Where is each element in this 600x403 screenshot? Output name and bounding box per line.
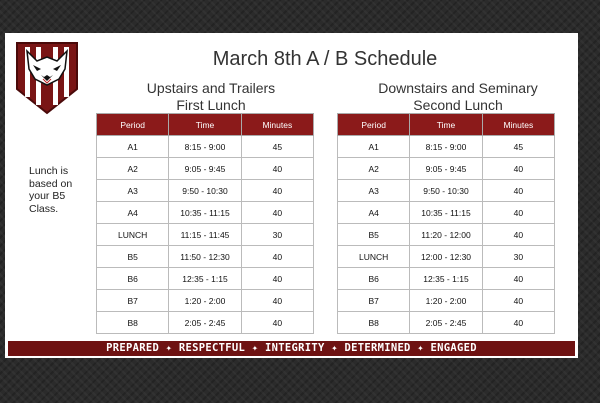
- column-header-period: Period: [338, 114, 410, 136]
- period-cell: A1: [338, 136, 410, 158]
- time-cell: 1:20 - 2:00: [169, 290, 241, 312]
- time-cell: 2:05 - 2:45: [410, 312, 482, 334]
- minutes-cell: 40: [241, 158, 313, 180]
- minutes-cell: 40: [241, 246, 313, 268]
- table-row: [338, 180, 555, 202]
- time-cell: 9:05 - 9:45: [410, 158, 482, 180]
- time-cell: 9:50 - 10:30: [169, 180, 241, 202]
- minutes-cell: 30: [482, 246, 554, 268]
- column-header-time: Time: [169, 114, 241, 136]
- time-cell: 1:20 - 2:00: [410, 290, 482, 312]
- time-cell: 2:05 - 2:45: [169, 312, 241, 334]
- column-header-minutes: Minutes: [241, 114, 313, 136]
- minutes-cell: 45: [241, 136, 313, 158]
- period-cell: A3: [97, 180, 169, 202]
- second-lunch-heading: [340, 80, 576, 114]
- table-row: [97, 158, 314, 180]
- table-row: [97, 136, 314, 158]
- time-cell: 11:50 - 12:30: [169, 246, 241, 268]
- period-cell: B5: [97, 246, 169, 268]
- table-row: [97, 312, 314, 334]
- time-cell: 11:15 - 11:45: [169, 224, 241, 246]
- period-cell: A2: [338, 158, 410, 180]
- time-cell: 8:15 - 9:00: [169, 136, 241, 158]
- minutes-cell: 40: [241, 290, 313, 312]
- minutes-cell: 40: [482, 158, 554, 180]
- column-header-minutes: Minutes: [482, 114, 554, 136]
- minutes-cell: 40: [241, 312, 313, 334]
- minutes-cell: 45: [482, 136, 554, 158]
- minutes-cell: 40: [482, 180, 554, 202]
- table-row: [338, 158, 555, 180]
- time-cell: 8:15 - 9:00: [410, 136, 482, 158]
- time-cell: 9:50 - 10:30: [410, 180, 482, 202]
- period-cell: A2: [97, 158, 169, 180]
- column-header-time: Time: [410, 114, 482, 136]
- time-cell: 12:35 - 1:15: [169, 268, 241, 290]
- period-cell: B6: [338, 268, 410, 290]
- second-lunch-heading-line1: Downstairs and Seminary: [378, 80, 538, 96]
- minutes-cell: 40: [241, 180, 313, 202]
- table-row: [338, 136, 555, 158]
- period-cell: A4: [97, 202, 169, 224]
- lunch-note: Lunch is based on your B5 Class.: [29, 165, 73, 215]
- table-row: [97, 180, 314, 202]
- minutes-cell: 40: [482, 224, 554, 246]
- period-cell: B8: [338, 312, 410, 334]
- minutes-cell: 40: [482, 268, 554, 290]
- table-row: [338, 246, 555, 268]
- period-cell: A3: [338, 180, 410, 202]
- period-cell: A1: [97, 136, 169, 158]
- time-cell: 12:35 - 1:15: [410, 268, 482, 290]
- time-cell: 10:35 - 11:15: [410, 202, 482, 224]
- table-header-row: [338, 114, 555, 136]
- time-cell: 10:35 - 11:15: [169, 202, 241, 224]
- first-lunch-heading-line1: Upstairs and Trailers: [146, 80, 276, 96]
- table-row: [338, 224, 555, 246]
- time-cell: 12:00 - 12:30: [410, 246, 482, 268]
- table-row: [338, 202, 555, 224]
- period-cell: A4: [338, 202, 410, 224]
- table-row: [97, 202, 314, 224]
- page-title: March 8th A / B Schedule: [212, 48, 438, 70]
- first-lunch-heading-line2: First Lunch: [176, 97, 246, 113]
- second-lunch-table: [337, 113, 555, 334]
- minutes-cell: 30: [241, 224, 313, 246]
- schedule-slide: [5, 33, 578, 358]
- period-cell: B6: [97, 268, 169, 290]
- minutes-cell: 40: [482, 202, 554, 224]
- table-row: [97, 290, 314, 312]
- minutes-cell: 40: [482, 290, 554, 312]
- table-header-row: [97, 114, 314, 136]
- table-row: [338, 312, 555, 334]
- first-lunch-heading: [99, 80, 323, 114]
- table-row: [338, 268, 555, 290]
- period-cell: B7: [338, 290, 410, 312]
- first-lunch-table: [96, 113, 314, 334]
- period-cell: LUNCH: [97, 224, 169, 246]
- period-cell: B7: [97, 290, 169, 312]
- minutes-cell: 40: [482, 312, 554, 334]
- values-banner: PREPARED ✦ RESPECTFUL ✦ INTEGRITY ✦ DETERMINED ✦ ENGAGED: [8, 341, 575, 356]
- second-lunch-heading-line2: Second Lunch: [413, 97, 503, 113]
- table-row: [97, 268, 314, 290]
- table-row: [97, 246, 314, 268]
- table-row: [338, 290, 555, 312]
- minutes-cell: 40: [241, 202, 313, 224]
- wolf-crest-icon: [13, 41, 81, 115]
- column-header-period: Period: [97, 114, 169, 136]
- period-cell: B8: [97, 312, 169, 334]
- time-cell: 9:05 - 9:45: [169, 158, 241, 180]
- minutes-cell: 40: [241, 268, 313, 290]
- time-cell: 11:20 - 12:00: [410, 224, 482, 246]
- period-cell: B5: [338, 224, 410, 246]
- table-row: [97, 224, 314, 246]
- period-cell: LUNCH: [338, 246, 410, 268]
